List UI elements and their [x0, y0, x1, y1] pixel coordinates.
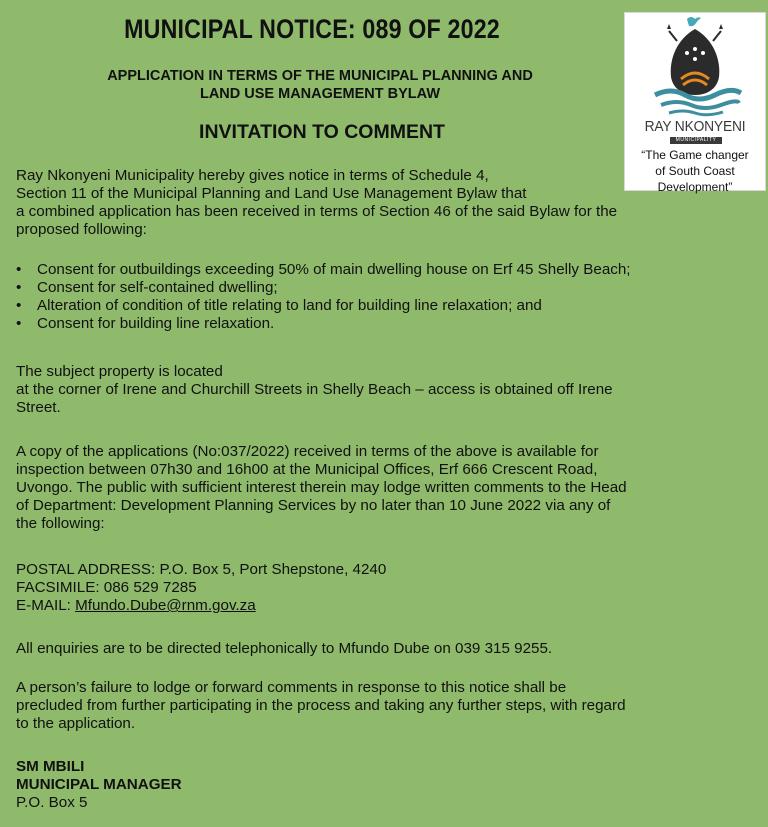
municipality-logo — [624, 12, 766, 194]
signatory-address: P.O. Box 5 — [16, 794, 88, 811]
subject-line: Street. — [16, 399, 61, 416]
bullet-icon: • — [16, 297, 22, 314]
signatory-position: MUNICIPAL MANAGER — [16, 776, 182, 793]
bullet-icon: • — [16, 315, 22, 332]
subtitle-line: APPLICATION IN TERMS OF THE MUNICIPAL PLANNING AND — [107, 68, 533, 84]
subject-line: The subject property is located — [16, 363, 223, 380]
enquiries-paragraph: All enquiries are to be directed telephonically to Mfundo Dube on 039 315 9255. — [16, 640, 553, 657]
list-item — [16, 297, 756, 315]
email-link[interactable]: Mfundo.Dube@rnm.gov.za — [75, 597, 256, 614]
copy-line: of Department: Development Planning Services by no later than 10 June 2022 via any of — [16, 497, 611, 514]
intro-line: a combined application has been received in terms of Section 46 of the said Bylaw for the — [16, 203, 618, 220]
logo-name: RAY NKONYENI — [644, 118, 746, 135]
intro-line: proposed following: — [16, 221, 147, 238]
tagline-line: Development” — [657, 180, 733, 194]
tagline-line: “The Game changer — [641, 148, 749, 162]
failure-paragraph — [16, 679, 751, 733]
copy-line: the following: — [16, 515, 105, 532]
copy-line: inspection between 07h30 and 16h00 at the Municipal Offices, Erf 666 Crescent Road, — [16, 461, 598, 478]
tagline-line: of South Coast — [655, 164, 735, 178]
failure-line: precluded from further participating in the process and taking any further steps, with regard — [16, 697, 626, 714]
list-item-text: Consent for outbuildings exceeding 50% of main dwelling house on Erf 45 Shelly Beach; — [37, 261, 631, 278]
facsimile: FACSIMILE: 086 529 7285 — [16, 579, 197, 596]
failure-line: A person’s failure to lodge or forward comments in response to this notice shall be — [16, 679, 567, 696]
signature-block — [16, 758, 756, 812]
intro-line: Ray Nkonyeni Municipality hereby gives notice in terms of Schedule 4, — [16, 167, 489, 184]
list-item — [16, 261, 756, 279]
email-label: E-MAIL: — [16, 597, 76, 614]
signatory-name: SM MBILI — [16, 758, 85, 775]
subtitle-line: LAND USE MANAGEMENT BYLAW — [199, 86, 441, 102]
list-item-text: Alteration of condition of title relating to land for building line relaxation; and — [37, 297, 542, 314]
contact-details — [16, 561, 756, 615]
failure-line: to the application. — [16, 715, 136, 732]
invitation-heading: INVITATION TO COMMENT — [199, 121, 445, 143]
list-item — [16, 315, 756, 333]
intro-line: Section 11 of the Municipal Planning and Land Use Management Bylaw that — [16, 185, 527, 202]
email-row — [16, 597, 756, 615]
notice-title: MUNICIPAL NOTICE: 089 OF 2022 — [124, 14, 500, 44]
copy-line: Uvongo. The public with sufficient interest therein may lodge written comments to the Head — [16, 479, 627, 496]
list-item-text: Consent for building line relaxation. — [37, 315, 275, 332]
inspection-paragraph — [16, 443, 751, 533]
bullet-icon: • — [16, 279, 22, 296]
subject-line: at the corner of Irene and Churchill Streets in Shelly Beach – access is obtained off Irene — [16, 381, 613, 398]
bullet-icon: • — [16, 261, 22, 278]
notice-subtitle — [0, 67, 640, 103]
copy-line: A copy of the applications (No:037/2022) received in terms of the above is available for — [16, 443, 599, 460]
subject-property-paragraph — [16, 363, 756, 417]
postal-address: POSTAL ADDRESS: P.O. Box 5, Port Shepstone, 4240 — [16, 561, 387, 578]
list-item — [16, 279, 756, 297]
list-item-text: Consent for self-contained dwelling; — [37, 279, 278, 296]
logo-subtitle: MUNICIPALITY — [670, 137, 722, 144]
proposal-list — [16, 261, 756, 333]
intro-paragraph — [16, 167, 736, 239]
logo-emblem-icon — [625, 13, 765, 119]
